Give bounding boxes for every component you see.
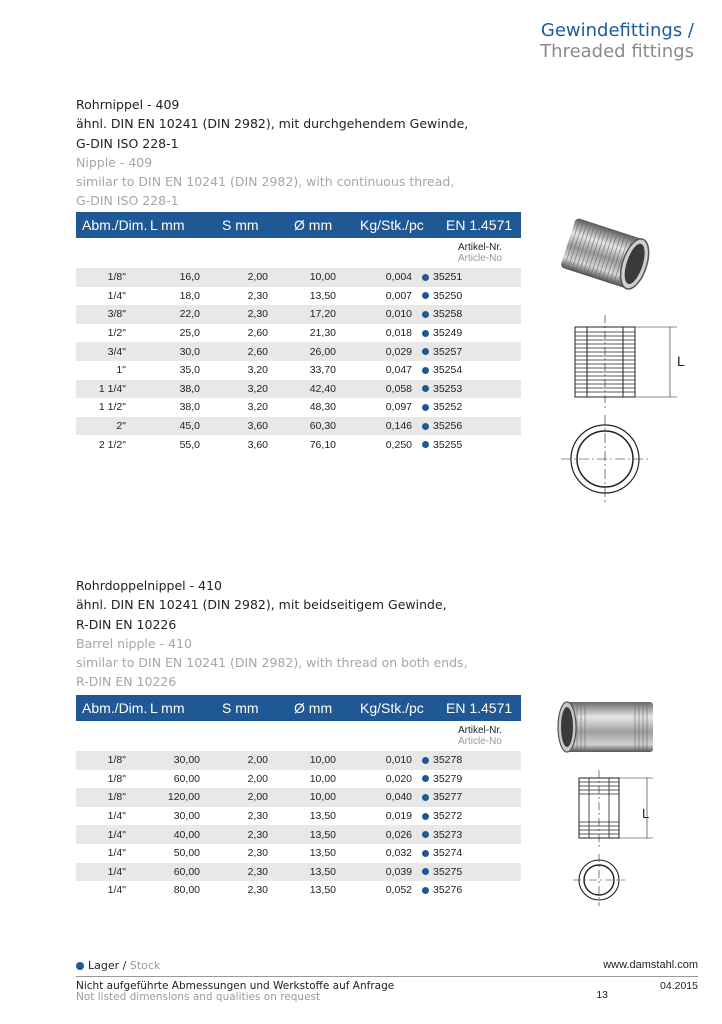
table-row xyxy=(76,417,521,436)
stock-dot-icon xyxy=(422,311,429,318)
table-cell: 2,30 xyxy=(247,865,268,878)
article-label-en: Article-No xyxy=(458,253,502,264)
article-number: 35278 xyxy=(433,754,463,767)
table-cell: 13,50 xyxy=(309,865,336,878)
table-cell: 50,00 xyxy=(173,847,200,860)
table-cell: 3,60 xyxy=(247,420,268,433)
table-cell: 38,0 xyxy=(179,401,200,414)
article-number-cell xyxy=(412,383,521,395)
table-cell: 2,00 xyxy=(247,772,268,785)
table-cell: 25,0 xyxy=(179,327,200,340)
table-cell: 55,0 xyxy=(179,438,200,451)
table-cell: 0,004 xyxy=(385,271,412,284)
table-cell: 2,00 xyxy=(247,754,268,767)
table-cell: 35,0 xyxy=(179,364,200,377)
desc-line: R-DIN EN 10226 xyxy=(76,674,177,690)
article-number-cell xyxy=(412,754,521,766)
table-row xyxy=(76,770,521,789)
article-number-cell xyxy=(412,308,521,320)
article-number-cell xyxy=(412,327,521,339)
stock-dot-icon xyxy=(422,292,429,299)
stock-dot-icon xyxy=(422,367,429,374)
article-number-cell xyxy=(412,346,521,358)
stock-dot-icon xyxy=(422,887,429,894)
table-cell: 2,00 xyxy=(247,791,268,804)
column-header: Abm./Dim. xyxy=(82,700,148,716)
table-cell: 0,020 xyxy=(385,772,412,785)
table-cell: 0,010 xyxy=(385,754,412,767)
table-cell: 1/4" xyxy=(107,865,126,878)
section2-description xyxy=(76,576,468,692)
header-title-en: Threaded fittings xyxy=(540,41,694,62)
stock-dot-icon xyxy=(422,813,429,820)
table-cell: 1/8" xyxy=(107,271,126,284)
table-cell: 0,052 xyxy=(385,884,412,897)
column-header: Ø mm xyxy=(294,700,333,716)
article-number: 35249 xyxy=(433,327,463,340)
column-header: L mm xyxy=(150,700,185,716)
barrel-nipple-drawing xyxy=(545,690,695,910)
page-number: 13 xyxy=(596,989,608,1001)
stock-dot-icon xyxy=(422,385,429,392)
table-cell: 1/4" xyxy=(107,847,126,860)
article-number: 35256 xyxy=(433,420,463,433)
article-number-cell xyxy=(412,791,521,803)
table-cell: 2,00 xyxy=(247,271,268,284)
table-cell: 48,30 xyxy=(309,401,336,414)
table-cell: 0,032 xyxy=(385,847,412,860)
length-label: L xyxy=(677,353,685,369)
table-cell: 60,00 xyxy=(173,772,200,785)
stock-legend xyxy=(76,959,160,972)
barrel-nipple-table xyxy=(76,695,521,900)
nipple-side-view xyxy=(575,315,677,409)
desc-line: G-DIN ISO 228-1 xyxy=(76,193,179,209)
page-header xyxy=(540,20,694,62)
footer-note-en: Not listed dimensions and qualities on request xyxy=(76,991,321,1003)
table-cell: 13,50 xyxy=(309,847,336,860)
table-cell: 2,30 xyxy=(247,847,268,860)
column-header: S mm xyxy=(222,217,259,233)
table-cell: 13,50 xyxy=(309,289,336,302)
barrel-nipple-front-view xyxy=(573,854,625,906)
article-number-label xyxy=(76,721,521,751)
table-cell: 13,50 xyxy=(309,884,336,897)
desc-line: Barrel nipple - 410 xyxy=(76,635,192,651)
table-cell: 33,70 xyxy=(309,364,336,377)
table-cell: 1/4" xyxy=(107,289,126,302)
table-cell: 10,00 xyxy=(309,772,336,785)
nipple-photo xyxy=(560,218,654,293)
table-cell: 16,0 xyxy=(179,271,200,284)
article-number-label xyxy=(76,238,521,268)
article-number-cell xyxy=(412,884,521,896)
table-cell: 0,029 xyxy=(385,345,412,358)
stock-dot-icon xyxy=(422,404,429,411)
table-cell: 3,20 xyxy=(247,382,268,395)
table-cell: 30,00 xyxy=(173,810,200,823)
article-label-en: Article-No xyxy=(458,736,502,747)
table-header xyxy=(76,695,521,721)
table-cell: 26,00 xyxy=(309,345,336,358)
table-row xyxy=(76,435,521,454)
column-header: EN 1.4571 xyxy=(446,217,513,233)
footer-note-de: Nicht aufgeführte Abmessungen und Werkstoffe auf Anfrage xyxy=(76,980,395,992)
table-row xyxy=(76,863,521,882)
stock-dot-icon xyxy=(422,441,429,448)
table-cell: 0,018 xyxy=(385,327,412,340)
article-number: 35252 xyxy=(433,401,463,414)
article-number: 35273 xyxy=(433,828,463,841)
article-number: 35251 xyxy=(433,271,463,284)
table-cell: 13,50 xyxy=(309,828,336,841)
article-number: 35253 xyxy=(433,382,463,395)
table-cell: 1/8" xyxy=(107,754,126,767)
article-number-cell xyxy=(412,829,521,841)
stock-dot-icon xyxy=(422,868,429,875)
table-cell: 22,0 xyxy=(179,308,200,321)
table-row xyxy=(76,324,521,343)
table-row xyxy=(76,398,521,417)
article-number-cell xyxy=(412,773,521,785)
article-number-cell xyxy=(412,439,521,451)
article-number: 35257 xyxy=(433,345,463,358)
section1-description xyxy=(76,95,468,211)
article-number-cell xyxy=(412,810,521,822)
legend-en: Stock xyxy=(129,959,161,972)
table-cell: 45,0 xyxy=(179,420,200,433)
desc-line: Rohrnippel - 409 xyxy=(76,97,180,112)
desc-line: G-DIN ISO 228-1 xyxy=(76,135,179,151)
article-number-cell xyxy=(412,420,521,432)
table-row xyxy=(76,788,521,807)
website-link[interactable]: www.damstahl.com xyxy=(603,959,698,971)
article-label-de: Artikel-Nr. xyxy=(458,242,502,253)
article-number-cell xyxy=(412,401,521,413)
table-cell: 1/8" xyxy=(107,772,126,785)
table-cell: 0,250 xyxy=(385,438,412,451)
table-cell: 2,30 xyxy=(247,810,268,823)
column-header: Abm./Dim. xyxy=(82,217,148,233)
table-cell: 76,10 xyxy=(309,438,336,451)
table-row xyxy=(76,751,521,770)
table-cell: 0,019 xyxy=(385,810,412,823)
article-number: 35276 xyxy=(433,884,463,897)
table-cell: 38,0 xyxy=(179,382,200,395)
desc-line: R-DIN EN 10226 xyxy=(76,616,177,632)
barrel-nipple-photo xyxy=(558,702,653,752)
table-cell: 1 1/4" xyxy=(98,382,126,395)
table-cell: 1/4" xyxy=(107,884,126,897)
table-cell: 120,00 xyxy=(167,791,200,804)
stock-dot-icon xyxy=(422,348,429,355)
table-row xyxy=(76,268,521,287)
table-cell: 3,60 xyxy=(247,438,268,451)
table-row xyxy=(76,380,521,399)
table-header xyxy=(76,212,521,238)
article-number: 35275 xyxy=(433,865,463,878)
article-number: 35277 xyxy=(433,791,463,804)
table-cell: 2 1/2" xyxy=(98,438,126,451)
desc-line: ähnl. DIN EN 10241 (DIN 2982), mit durchgehendem Gewinde, xyxy=(76,116,469,132)
desc-line: Nipple - 409 xyxy=(76,154,153,170)
stock-dot-icon xyxy=(422,850,429,857)
table-cell: 1/8" xyxy=(107,791,126,804)
table-row xyxy=(76,881,521,900)
table-cell: 1/4" xyxy=(107,810,126,823)
column-header: EN 1.4571 xyxy=(446,700,513,716)
table-row xyxy=(76,361,521,380)
table-cell: 1/2" xyxy=(107,327,126,340)
legend-de: Lager / xyxy=(88,959,127,972)
desc-line: Rohrdoppelnippel - 410 xyxy=(76,578,222,593)
column-header: Kg/Stk./pc xyxy=(360,217,424,233)
table-cell: 80,00 xyxy=(173,884,200,897)
table-cell: 60,30 xyxy=(309,420,336,433)
nipple-table xyxy=(76,212,521,454)
table-cell: 10,00 xyxy=(309,754,336,767)
table-cell: 3,20 xyxy=(247,364,268,377)
table-cell: 2" xyxy=(116,420,126,433)
table-cell: 0,026 xyxy=(385,828,412,841)
desc-line: ähnl. DIN EN 10241 (DIN 2982), mit beidseitigem Gewinde, xyxy=(76,597,447,613)
table-row xyxy=(76,287,521,306)
table-cell: 30,0 xyxy=(179,345,200,358)
table-cell: 40,00 xyxy=(173,828,200,841)
nipple-front-view xyxy=(561,415,649,503)
table-cell: 0,146 xyxy=(385,420,412,433)
table-row xyxy=(76,844,521,863)
desc-line: similar to DIN EN 10241 (DIN 2982), with thread on both ends, xyxy=(76,655,468,671)
table-cell: 2,30 xyxy=(247,884,268,897)
table-cell: 10,00 xyxy=(309,271,336,284)
article-number: 35274 xyxy=(433,847,463,860)
article-number: 35258 xyxy=(433,308,463,321)
table-cell: 3,20 xyxy=(247,401,268,414)
table-cell: 0,047 xyxy=(385,364,412,377)
column-header: S mm xyxy=(222,700,259,716)
table-cell: 21,30 xyxy=(309,327,336,340)
stock-dot-icon xyxy=(422,831,429,838)
table-body xyxy=(76,751,521,900)
column-header: Kg/Stk./pc xyxy=(360,700,424,716)
table-cell: 2,30 xyxy=(247,289,268,302)
article-number-cell xyxy=(412,290,521,302)
table-cell: 2,30 xyxy=(247,308,268,321)
table-cell: 2,60 xyxy=(247,345,268,358)
stock-dot-icon xyxy=(422,274,429,281)
table-cell: 13,50 xyxy=(309,810,336,823)
header-title-de: Gewindefittings / xyxy=(540,20,694,41)
table-cell: 1 1/2" xyxy=(98,401,126,414)
table-cell: 0,040 xyxy=(385,791,412,804)
table-cell: 0,097 xyxy=(385,401,412,414)
stock-dot-icon xyxy=(76,962,84,970)
stock-dot-icon xyxy=(422,757,429,764)
footer-date: 04.2015 xyxy=(660,980,698,992)
article-number-cell xyxy=(412,847,521,859)
table-cell: 3/4" xyxy=(107,345,126,358)
table-row xyxy=(76,807,521,826)
column-header: L mm xyxy=(150,217,185,233)
table-cell: 0,039 xyxy=(385,865,412,878)
table-cell: 60,00 xyxy=(173,865,200,878)
article-number: 35279 xyxy=(433,772,463,785)
table-cell: 1/4" xyxy=(107,828,126,841)
article-number: 35250 xyxy=(433,289,463,302)
article-number-cell xyxy=(412,866,521,878)
footer-divider xyxy=(76,976,698,977)
article-number: 35254 xyxy=(433,364,463,377)
table-cell: 17,20 xyxy=(309,308,336,321)
article-label-de: Artikel-Nr. xyxy=(458,725,502,736)
table-cell: 0,007 xyxy=(385,289,412,302)
table-cell: 10,00 xyxy=(309,791,336,804)
table-body xyxy=(76,268,521,454)
column-header: Ø mm xyxy=(294,217,333,233)
table-cell: 3/8" xyxy=(107,308,126,321)
table-row xyxy=(76,305,521,324)
stock-dot-icon xyxy=(422,423,429,430)
length-label: L xyxy=(642,806,650,821)
stock-dot-icon xyxy=(422,794,429,801)
table-row xyxy=(76,825,521,844)
table-cell: 30,00 xyxy=(173,754,200,767)
article-number: 35255 xyxy=(433,438,463,451)
desc-line: similar to DIN EN 10241 (DIN 2982), with continuous thread, xyxy=(76,174,455,190)
article-number: 35272 xyxy=(433,810,463,823)
table-cell: 42,40 xyxy=(309,382,336,395)
table-cell: 2,30 xyxy=(247,828,268,841)
stock-dot-icon xyxy=(422,775,429,782)
table-cell: 2,60 xyxy=(247,327,268,340)
article-number-cell xyxy=(412,364,521,376)
nipple-drawing xyxy=(545,205,695,505)
table-row xyxy=(76,342,521,361)
article-number-cell xyxy=(412,271,521,283)
table-cell: 0,058 xyxy=(385,382,412,395)
table-cell: 1" xyxy=(116,364,126,377)
stock-dot-icon xyxy=(422,330,429,337)
table-cell: 18,0 xyxy=(179,289,200,302)
table-cell: 0,010 xyxy=(385,308,412,321)
